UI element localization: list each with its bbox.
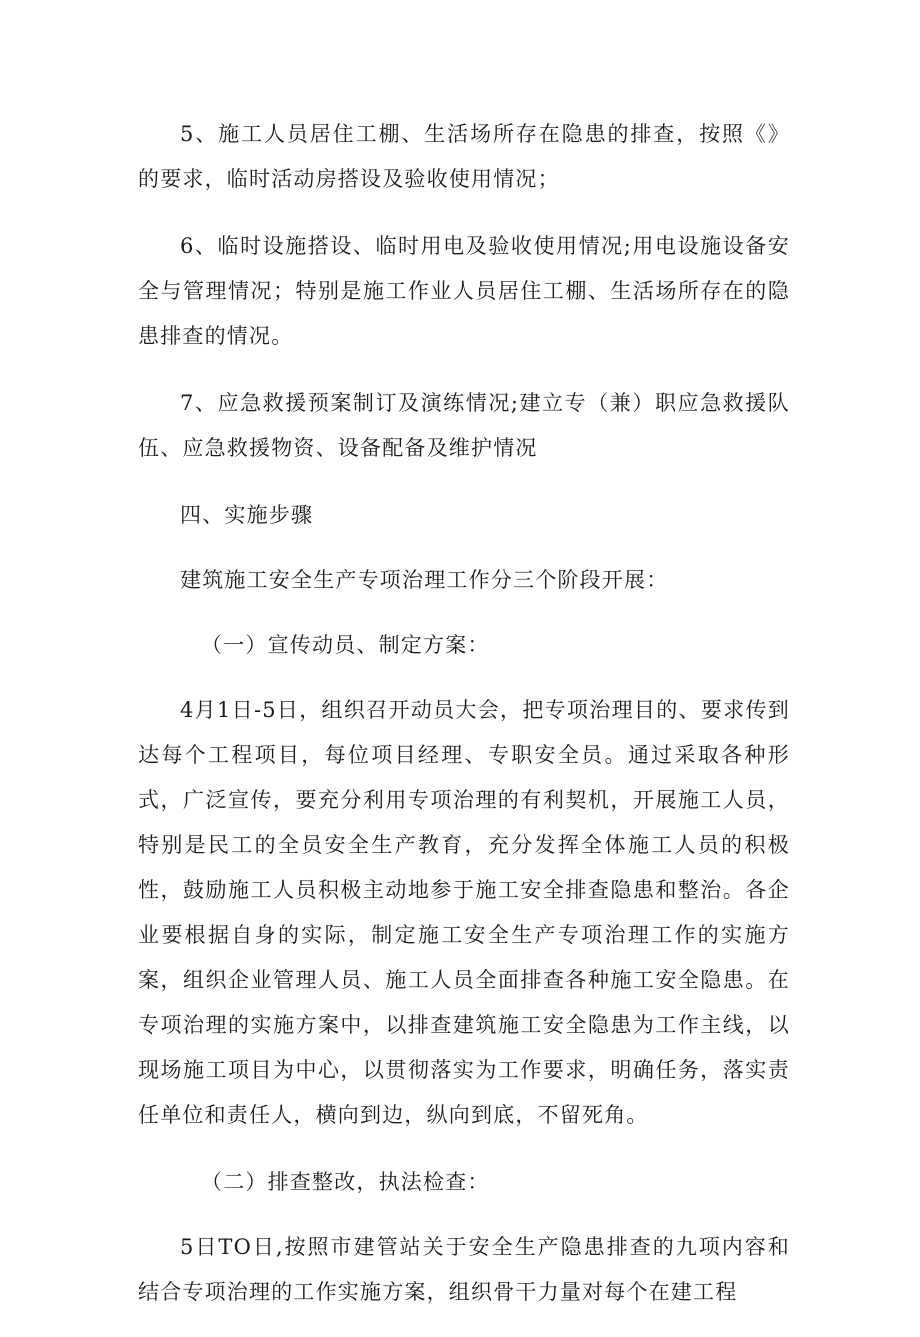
section-intro: 建筑施工安全生产专项治理工作分三个阶段开展： — [180, 568, 669, 592]
phase-1-body: 4月1日-5日，组织召开动员大会，把专项治理目的、要求传到达每个工程项目，每位项目经理、专职安全员。通过采取各种形式，广泛宣传，要充分利用专项治理的有利契机，开展施工人员，特别是民工的全员安全生产教育，充分发挥全体施工人员的积极性，鼓励施工人员积极主动地参于施工安全排查隐患和整治。各企业要根据自身的实际，制定施工安全生产专项治理工作的实施方案，组织企业管理人员、施工人员全面排查各种施工安全隐患。在专项治理的实施方案中，以排查建筑施工安全隐患为工作主线，以现场施工项目为中心，以贯彻落实为工作要求，明确任务，落实责任单位和责任人，横向到边，纵向到底，不留死角。 — [138, 698, 790, 1127]
phase-1-heading: （一）宣传动员、制定方案： — [201, 633, 490, 657]
paragraph-item-5: 5、施工人员居住工棚、生活场所存在隐患的排查，按照《》的要求，临时活动房搭设及验收使用情况； — [138, 122, 790, 191]
phase-2-heading: （二）排查整改，执法检查： — [201, 1170, 490, 1194]
paragraph-item-7: 7、应急救援预案制订及演练情况;建立专（兼）职应急救援队伍、应急救援物资、设备配备及维护情况 — [138, 391, 790, 460]
paragraph-item-6: 6、临时设施搭设、临时用电及验收使用情况;用电设施设备安全与管理情况；特别是施工作业人员居住工棚、生活场所存在的隐患排查的情况。 — [138, 234, 790, 348]
phase-2-body: 5日TO日,按照市建管站关于安全生产隐患排查的九项内容和结合专项治理的工作实施方案，组织骨干力量对每个在建工程 — [138, 1235, 790, 1304]
section-heading-implementation-steps: 四、实施步骤 — [180, 503, 314, 527]
document-body — [138, 112, 790, 1337]
